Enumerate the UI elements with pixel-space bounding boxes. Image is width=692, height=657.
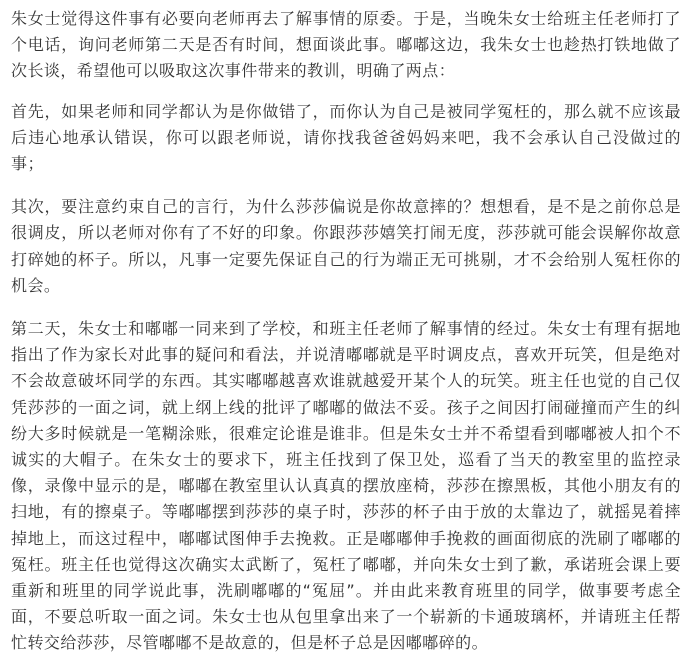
article-body [11,6,681,657]
paragraph-school-visit: 第二天，朱女士和嘟嘟一同来到了学校，和班主任老师了解事情的经过。朱女士有理有据地指出了作为家长对此事的疑问和看法，并说清嘟嘟就是平时调皮点，喜欢开玩笑，但是绝对不会故意破坏同学的东西。其实嘟嘟越喜欢谁就越爱开某个人的玩笑。班主任也觉的自己仅凭莎莎的一面之词，就上纲上线的批评了嘟嘟的做法不妥。孩子之间因打闹碰撞而产生的纠纷大多时候就是一笔糊涂账，很难定论谁是谁非。但是朱女士并不希望看到嘟嘟被人扣个不诚实的大帽子。在朱女士的要求下，班主任找到了保卫处，巡看了当天的教室里的监控录像，录像中显示的是，嘟嘟在教室里认认真真的摆放座椅，莎莎在擦黑板，其他小朋友有的扫地，有的擦桌子。等嘟嘟摆到莎莎的桌子时，莎莎的杯子由于放的太靠边了，就摇晃着摔掉地上，而这过程中，嘟嘟试图伸手去挽救。正是嘟嘟伸手挽救的画面彻底的洗刷了嘟嘟的冤枉。班主任也觉得这次确实太武断了，冤枉了嘟嘟，并向朱女士到了歉，承诺班会课上要重新和班里的同学说此事，洗刷嘟嘟的“冤屈”。并由此来教育班里的同学，做事要考虑全面，不要总听取一面之词。朱女士也从包里拿出来了一个崭新的卡通玻璃杯，并请班主任帮忙转交给莎莎，尽管嘟嘟不是故意的，但是杯子总是因嘟嘟碎的。 [11,319,681,653]
paragraph-second-point: 其次，要注意约束自己的言行，为什么莎莎偏说是你故意摔的？想想看，是不是之前你总是很调皮，所以老师对你有了不好的印象。你跟莎莎嬉笑打闹无度，莎莎就可能会误解你故意打碎她的杯子。所以，凡事一定要先保证自己的行为端正无可挑剔，才不会给别人冤枉你的机会。 [11,197,681,295]
paragraph-first-point: 首先，如果老师和同学都认为是你做错了，而你认为自己是被同学冤枉的，那么就不应该最后违心地承认错误，你可以跟老师说，请你找我爸爸妈妈来吧，我不会承认自己没做过的事； [11,101,681,174]
paragraph-phone-call: 朱女士觉得这件事有必要向老师再去了解事情的原委。于是，当晚朱女士给班主任老师打了个电话，询问老师第二天是否有时间，想面谈此事。嘟嘟这边，我朱女士也趁热打铁地做了次长谈，希望他可以吸取这次事件带来的教训，明确了两点： [11,9,681,81]
